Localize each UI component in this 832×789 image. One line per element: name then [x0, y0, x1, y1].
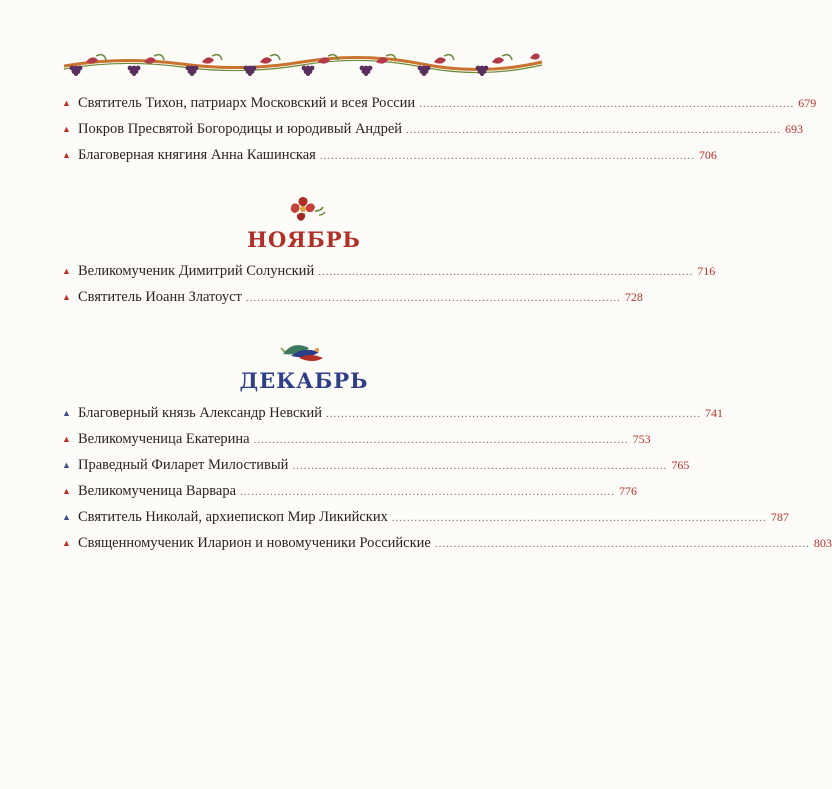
leader-dots: ....................................................................................................: [406, 124, 782, 136]
entry-page: 803: [813, 536, 832, 550]
leader-dots: ....................................................................................................: [240, 486, 616, 498]
leader-dots: ....................................................................................................: [325, 408, 701, 420]
entry-page: 728: [624, 290, 643, 304]
leader-dots: ....................................................................................................: [319, 150, 695, 162]
bullet-icon: ▲: [62, 124, 71, 134]
december-heading: ДЕКАБРЬ: [239, 368, 369, 393]
bullet-icon: ▲: [62, 538, 71, 548]
october-section: [62, 90, 817, 168]
entry-title: Святитель Тихон, патриарх Московский и всея России: [78, 95, 416, 111]
toc-entry[interactable]: [62, 284, 643, 310]
entry-title: Священномученик Иларион и новомученики Российские: [78, 535, 431, 551]
bullet-icon: ▲: [62, 512, 71, 522]
november-section: [62, 258, 716, 310]
toc-entry[interactable]: [62, 478, 638, 504]
toc-entry[interactable]: [62, 504, 789, 530]
entry-page: 765: [671, 458, 690, 472]
toc-entry[interactable]: [62, 400, 723, 426]
entry-title: Великомученица Варвара: [78, 483, 237, 499]
leader-dots: ....................................................................................................: [434, 538, 810, 550]
leader-dots: ....................................................................................................: [419, 98, 795, 110]
bullet-icon: ▲: [62, 408, 71, 418]
entry-page: 716: [697, 264, 716, 278]
grape-vine-border-icon: [62, 42, 544, 76]
bullet-icon: ▲: [62, 434, 71, 444]
entry-title: Благоверный князь Александр Невский: [78, 405, 322, 421]
toc-entry[interactable]: [62, 258, 716, 284]
toc-entry[interactable]: [62, 116, 804, 142]
flower-emblem-icon: [281, 195, 327, 225]
entry-title: Благоверная княгиня Анна Кашинская: [78, 147, 316, 163]
bullet-icon: ▲: [62, 98, 71, 108]
bullet-icon: ▲: [62, 150, 71, 160]
bird-emblem-icon: [279, 338, 329, 366]
november-heading: НОЯБРЬ: [247, 227, 361, 252]
entry-page: 706: [698, 148, 717, 162]
bullet-icon: ▲: [62, 266, 71, 276]
entry-page: 741: [704, 406, 723, 420]
november-heading-block: [0, 195, 608, 252]
entry-title: Покров Пресвятой Богородицы и юродивый Андрей: [78, 121, 403, 137]
leader-dots: ....................................................................................................: [391, 512, 767, 524]
entry-page: 693: [785, 122, 804, 136]
toc-entry[interactable]: [62, 90, 817, 116]
toc-entry[interactable]: [62, 530, 832, 556]
december-section: [62, 400, 832, 556]
entry-title: Святитель Иоанн Златоуст: [78, 289, 242, 305]
bullet-icon: ▲: [62, 460, 71, 470]
toc-entry[interactable]: [62, 426, 651, 452]
december-heading-block: [0, 338, 608, 393]
entry-title: Праведный Филарет Милостивый: [78, 457, 289, 473]
bullet-icon: ▲: [62, 486, 71, 496]
entry-page: 776: [619, 484, 638, 498]
entry-title: Великомученица Екатерина: [78, 431, 250, 447]
leader-dots: ....................................................................................................: [292, 460, 668, 472]
entry-page: 787: [770, 510, 789, 524]
leader-dots: ....................................................................................................: [318, 266, 694, 278]
entry-title: Великомученик Димитрий Солунский: [78, 263, 315, 279]
leader-dots: ....................................................................................................: [253, 434, 629, 446]
toc-entry[interactable]: [62, 452, 690, 478]
entry-title: Святитель Николай, архиепископ Мир Ликийских: [78, 509, 388, 525]
bullet-icon: ▲: [62, 292, 71, 302]
toc-entry[interactable]: [62, 142, 717, 168]
entry-page: 679: [798, 96, 817, 110]
entry-page: 753: [632, 432, 651, 446]
leader-dots: ....................................................................................................: [245, 292, 621, 304]
